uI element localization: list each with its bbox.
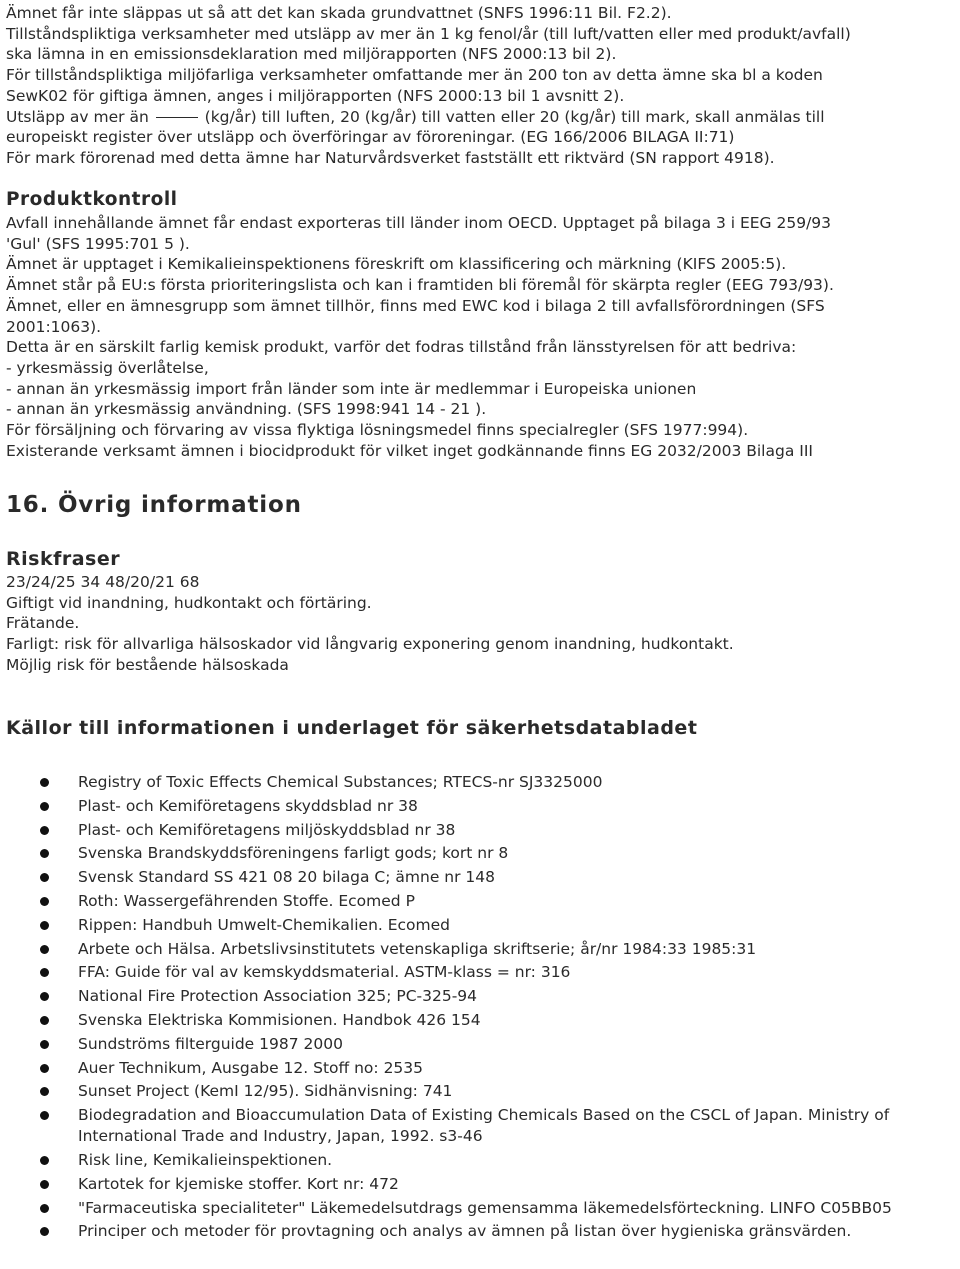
list-item bbox=[6, 843, 960, 864]
paragraph-line: ska lämna in en emissionsdeklaration med miljörapporten (NFS 2000:13 bil 2). bbox=[6, 45, 617, 64]
source-text: "Farmaceutiska specialiteter" Läkemedelsutdrags gemensamma läkemedelsförteckning. LINFO C05BB05 bbox=[78, 1198, 892, 1217]
paragraph-line: För tillståndspliktiga miljöfarliga verksamheter omfattande mer än 200 ton av detta ämne ska bl a koden bbox=[6, 66, 823, 85]
source-text: Sundströms filterguide 1987 2000 bbox=[78, 1034, 343, 1053]
bullet-icon bbox=[40, 1040, 49, 1049]
paragraph-fragment: Utsläpp av mer än bbox=[6, 107, 149, 126]
source-text: Principer och metoder för provtagning och analys av ämnen på listan över hygieniska gränsvärden. bbox=[78, 1222, 852, 1241]
list-item bbox=[6, 1105, 960, 1147]
bullet-icon bbox=[40, 897, 49, 906]
produktkontroll-block bbox=[6, 213, 956, 461]
section-16-heading: 16. Övrig information bbox=[6, 492, 302, 518]
bullet-icon bbox=[40, 921, 49, 930]
list-item bbox=[6, 1058, 960, 1079]
source-text: Svensk Standard SS 421 08 20 bilaga C; ämne nr 148 bbox=[78, 868, 495, 887]
source-text: Risk line, Kemikalieinspektionen. bbox=[78, 1150, 333, 1169]
source-text: National Fire Protection Association 325; PC-325-94 bbox=[78, 987, 478, 1006]
bullet-icon bbox=[40, 826, 49, 835]
paragraph-line: 2001:1063). bbox=[6, 317, 102, 336]
paragraph-line: Ämnet, eller en ämnesgrupp som ämnet tillhör, finns med EWC kod i bilaga 2 till avfallsförordningen (SFS bbox=[6, 296, 825, 315]
bullet-icon bbox=[40, 1087, 49, 1096]
list-item bbox=[6, 891, 960, 912]
paragraph-line: Ämnet är upptaget i Kemikalieinspektionens föreskrift om klassificering och märkning (KIFS 2005:5). bbox=[6, 255, 787, 274]
source-text: Auer Technikum, Ausgabe 12. Stoff no: 2535 bbox=[78, 1058, 424, 1077]
source-text: Plast- och Kemiföretagens miljöskyddsblad nr 38 bbox=[78, 820, 456, 839]
source-text: Svenska Brandskyddsföreningens farligt gods; kort nr 8 bbox=[78, 844, 509, 863]
bullet-icon bbox=[40, 945, 49, 954]
bullet-icon bbox=[40, 1111, 49, 1120]
list-item bbox=[6, 867, 960, 888]
list-item bbox=[6, 1174, 960, 1195]
paragraph-line: - annan än yrkesmässig import från länder som inte är medlemmar i Europeiska unionen bbox=[6, 379, 697, 398]
paragraph-line: Ämnet får inte släppas ut så att det kan skada grundvattnet (SNFS 1996:11 Bil. F2.2). bbox=[6, 4, 672, 22]
riskfraser-block bbox=[6, 572, 956, 676]
risk-phrase-line: Möjlig risk för bestående hälsoskada bbox=[6, 655, 289, 674]
bullet-icon bbox=[40, 849, 49, 858]
paragraph-line: SewK02 för giftiga ämnen, anges i miljörapporten (NFS 2000:13 bil 1 avsnitt 2). bbox=[6, 86, 625, 105]
source-text: Registry of Toxic Effects Chemical Substances; RTECS-nr SJ3325000 bbox=[78, 773, 603, 791]
bullet-icon bbox=[40, 992, 49, 1001]
riskfraser-heading: Riskfraser bbox=[6, 548, 121, 570]
bullet-icon bbox=[40, 1227, 49, 1236]
paragraph-line: Detta är en särskilt farlig kemisk produkt, varför det fodras tillstånd från länsstyrelsen för att bedriva: bbox=[6, 338, 797, 357]
bullet-icon bbox=[40, 778, 49, 787]
paragraph-line: europeiskt register över utsläpp och överföringar av föroreningar. (EG 166/2006 BILAGA II:71) bbox=[6, 128, 735, 147]
paragraph-line: För försäljning och förvaring av vissa flyktiga lösningsmedel finns specialregler (SFS 1977:994). bbox=[6, 421, 749, 440]
list-item bbox=[6, 915, 960, 936]
source-text: Arbete och Hälsa. Arbetslivsinstitutets vetenskapliga skriftserie; år/nr 1984:33 1985:31 bbox=[78, 939, 757, 958]
source-text: Svenska Elektriska Kommisionen. Handbok 426 154 bbox=[78, 1010, 481, 1029]
paragraph-line: - annan än yrkesmässig användning. (SFS 1998:941 14 - 21 ). bbox=[6, 400, 487, 419]
list-item bbox=[6, 1081, 960, 1102]
paragraph-line: - yrkesmässig överlåtelse, bbox=[6, 358, 209, 377]
source-text: Plast- och Kemiföretagens skyddsblad nr 38 bbox=[78, 796, 418, 815]
risk-phrase-codes: 23/24/25 34 48/20/21 68 bbox=[6, 573, 200, 591]
paragraph-line: Avfall innehållande ämnet får endast exporteras till länder inom OECD. Upptaget på bilaga 3 i EEG 259/93 bbox=[6, 214, 832, 232]
sources-list bbox=[6, 772, 960, 1245]
risk-phrase-line: Farligt: risk för allvarliga hälsoskador vid långvarig exponering genom inandning, hudkontakt. bbox=[6, 635, 734, 654]
risk-phrase-line: Giftigt vid inandning, hudkontakt och förtäring. bbox=[6, 593, 372, 612]
list-item bbox=[6, 820, 960, 841]
source-text: Biodegradation and Bioaccumulation Data of Existing Chemicals Based on the CSCL of Japan. Ministry of International Trade and Industry, Japan, 1992. s3-46 bbox=[78, 1106, 890, 1146]
source-text: FFA: Guide för val av kemskyddsmaterial. ASTM-klass = nr: 316 bbox=[78, 963, 571, 982]
bullet-icon bbox=[40, 1064, 49, 1073]
blank-value-line bbox=[156, 117, 198, 118]
paragraph-line: 'Gul' (SFS 1995:701 5 ). bbox=[6, 234, 190, 253]
list-item bbox=[6, 772, 960, 793]
bullet-icon bbox=[40, 1156, 49, 1165]
paragraph-line: Ämnet står på EU:s första prioriteringslista och kan i framtiden bli föremål för skärpta regler (EEG 793/93). bbox=[6, 276, 834, 295]
list-item bbox=[6, 986, 960, 1007]
bullet-icon bbox=[40, 873, 49, 882]
paragraph-line: Existerande verksamt ämnen i biocidprodukt för vilket inget godkännande finns EG 2032/2003 Bilaga III bbox=[6, 441, 813, 460]
list-item bbox=[6, 1010, 960, 1031]
list-item bbox=[6, 1150, 960, 1171]
bullet-icon bbox=[40, 1180, 49, 1189]
source-text: Rippen: Handbuh Umwelt-Chemikalien. Ecomed bbox=[78, 915, 451, 934]
source-text: Kartotek for kjemiske stoffer. Kort nr: 472 bbox=[78, 1174, 399, 1193]
produktkontroll-heading: Produktkontroll bbox=[6, 189, 178, 210]
list-item bbox=[6, 1198, 960, 1219]
list-item bbox=[6, 796, 960, 817]
bullet-icon bbox=[40, 1016, 49, 1025]
paragraph-line-with-blank bbox=[6, 107, 956, 128]
source-text: Sunset Project (KemI 12/95). Sidhänvisning: 741 bbox=[78, 1082, 453, 1101]
list-item bbox=[6, 1034, 960, 1055]
paragraph-line: För mark förorenad med detta ämne har Naturvårdsverket fastställt ett riktvärd (SN rapport 4918). bbox=[6, 148, 775, 167]
bullet-icon bbox=[40, 968, 49, 977]
environment-regulations-block bbox=[6, 3, 956, 169]
list-item bbox=[6, 962, 960, 983]
risk-phrase-line: Frätande. bbox=[6, 614, 80, 633]
paragraph-line: Tillståndspliktiga verksamheter med utsläpp av mer än 1 kg fenol/år (till luft/vatten eller med produkt/avfall) bbox=[6, 24, 851, 43]
bullet-icon bbox=[40, 802, 49, 811]
sources-heading: Källor till informationen i underlaget för säkerhetsdatabladet bbox=[6, 717, 698, 739]
source-text: Roth: Wassergefährenden Stoffe. Ecomed P bbox=[78, 891, 415, 910]
list-item bbox=[6, 939, 960, 960]
bullet-icon bbox=[40, 1204, 49, 1213]
paragraph-fragment: (kg/år) till luften, 20 (kg/år) till vatten eller 20 (kg/år) till mark, skall anmälas till bbox=[204, 107, 825, 126]
list-item bbox=[6, 1221, 960, 1242]
